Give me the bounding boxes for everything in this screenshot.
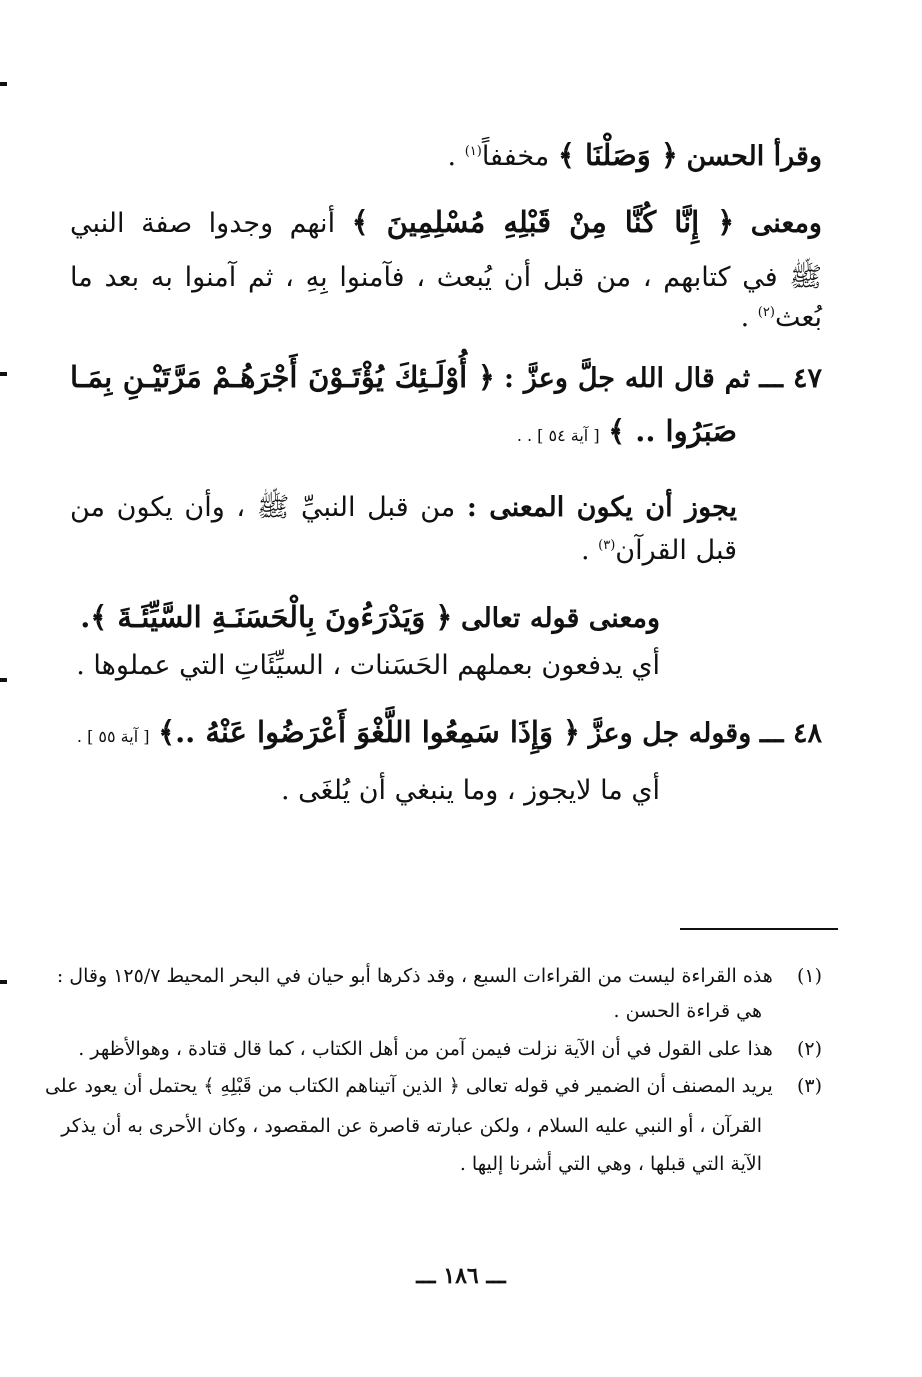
footnote-ref-1: (١) bbox=[464, 144, 482, 159]
p3-lead: ثم قال الله جلَّ وعزَّ : bbox=[503, 363, 751, 394]
paragraph-6-line-2 bbox=[70, 775, 660, 806]
footnote-ref-3: (٣) bbox=[598, 538, 616, 553]
page-number: ـــ ١٨٦ ـــ bbox=[416, 1263, 506, 1289]
footnote-text: الآية التي قبلها ، وهي التي أشرنا إليها . bbox=[459, 1153, 762, 1175]
p6-quote: ﴿ وَإِذَا سَمِعُوا اللَّغْوَ أَعْرَضُوا عَنْهُ ..﴾ bbox=[158, 715, 581, 749]
paragraph-5-line-2 bbox=[70, 650, 660, 681]
margin-mark bbox=[0, 82, 7, 86]
p1-lead: وقرأ الحسن bbox=[686, 141, 822, 172]
margin-mark bbox=[0, 678, 7, 682]
item-number-48: ٤٨ ـــ bbox=[759, 718, 822, 749]
p6-line2: أي ما لايجوز ، وما ينبغي أن يُلغَى . bbox=[281, 775, 660, 806]
p3-aya: [ آية ٥٤ ] . . bbox=[516, 426, 600, 445]
footnote-text: هي قراءة الحسن . bbox=[613, 1000, 762, 1022]
p5-quote: ﴿ وَيَدْرَءُونَ بِالْحَسَنَـةِ السَّيِّئَـةَ ﴾. bbox=[80, 600, 453, 634]
p4-lead: يجوز أن يكون المعنى : bbox=[466, 492, 737, 523]
paragraph-6-line-1 bbox=[70, 715, 822, 749]
paragraph-4-line-2 bbox=[70, 535, 737, 566]
item-number-47: ٤٧ ـــ bbox=[759, 363, 822, 394]
footnote-3-line-3 bbox=[80, 1153, 762, 1175]
p2-line1-tail: أنهم وجدوا صفة النبي bbox=[70, 208, 336, 239]
footnote-marker: (٢) bbox=[796, 1038, 822, 1060]
footnote-separator bbox=[680, 928, 838, 930]
p1-end: . bbox=[447, 141, 465, 172]
p6-lead: وقوله جل وعزَّ bbox=[588, 718, 752, 749]
p5-line2: أي يدفعون بعملهم الحَسَنات ، السيِّئَاتِ التي عملوها . bbox=[76, 650, 660, 681]
footnote-text: يريد المصنف أن الضمير في قوله تعالى ﴿ الذين آتيناهم الكتاب من قَبْلِهِ ﴾ يحتمل أن يعود على bbox=[44, 1075, 773, 1097]
p1-tail: مخففاً bbox=[481, 141, 550, 172]
p2-quote: ﴿ إِنَّا كُنَّا مِنْ قَبْلِهِ مُسْلِمِينَ ﴾ bbox=[351, 205, 735, 239]
p2-line2: ﷺ في كتابهم ، من قبل أن يُبعث ، فآمنوا بِهِ ، ثم آمنوا به بعد ما bbox=[70, 262, 822, 293]
paragraph-1 bbox=[70, 138, 822, 172]
footnote-1-line-2 bbox=[80, 1000, 762, 1022]
paragraph-5-line-1 bbox=[70, 600, 660, 634]
footnote-marker: (١) bbox=[796, 965, 822, 987]
paragraph-2-line-2 bbox=[70, 260, 822, 300]
p2-line3-end: . bbox=[740, 302, 758, 333]
paragraph-4-line-1 bbox=[70, 490, 737, 530]
footnote-1-line-1 bbox=[56, 965, 822, 987]
p3-quote-2: صَبَرُوا .. ﴾ bbox=[608, 414, 737, 448]
footnote-marker: (٣) bbox=[796, 1075, 822, 1097]
paragraph-2-line-1 bbox=[70, 205, 822, 239]
p3-quote-1: ﴿ أُوْلَـئِكَ يُؤْتَـوْنَ أَجْرَهُـمْ مَرَّتَيْـنِ بِمَـا bbox=[70, 360, 495, 394]
p4-line2: قبل القرآن bbox=[615, 535, 737, 566]
footnote-text: هذه القراءة ليست من القراءات السبع ، وقد ذكرها أبو حيان في البحر المحيط ١٢٥/٧ وقال : bbox=[56, 965, 773, 987]
paragraph-3-line-2 bbox=[70, 414, 737, 448]
margin-mark bbox=[0, 980, 7, 984]
footnote-3-line-2 bbox=[61, 1115, 762, 1137]
p2-line3: بُعث bbox=[774, 302, 822, 333]
footnote-2-line-1 bbox=[80, 1038, 822, 1060]
footnote-text: هذا على القول في أن الآية نزلت فيمن آمن من أهل الكتاب ، كما قال قتادة ، وهوالأظهر . bbox=[78, 1038, 773, 1060]
p5-lead: ومعنى قوله تعالى bbox=[460, 603, 660, 634]
footnote-ref-2: (٢) bbox=[757, 305, 775, 320]
p1-quote: ﴿ وَصَلْنَا ﴾ bbox=[557, 138, 678, 172]
margin-mark bbox=[0, 372, 7, 376]
footnote-text: القرآن ، أو النبي عليه السلام ، ولكن عبارته قاصرة عن المقصود ، وكان الأحرى به أن يذكر bbox=[61, 1115, 762, 1137]
p2-lead: ومعنى bbox=[750, 208, 822, 239]
paragraph-3-line-1 bbox=[70, 360, 822, 394]
p4-line1-tail: من قبل النبيِّ ﷺ ، وأن يكون من bbox=[70, 492, 456, 523]
paragraph-2-line-3 bbox=[70, 302, 822, 333]
footnote-3-line-1 bbox=[44, 1075, 822, 1097]
p4-line2-end: . bbox=[580, 535, 599, 566]
p6-aya: [ آية ٥٥ ] . bbox=[76, 727, 150, 746]
